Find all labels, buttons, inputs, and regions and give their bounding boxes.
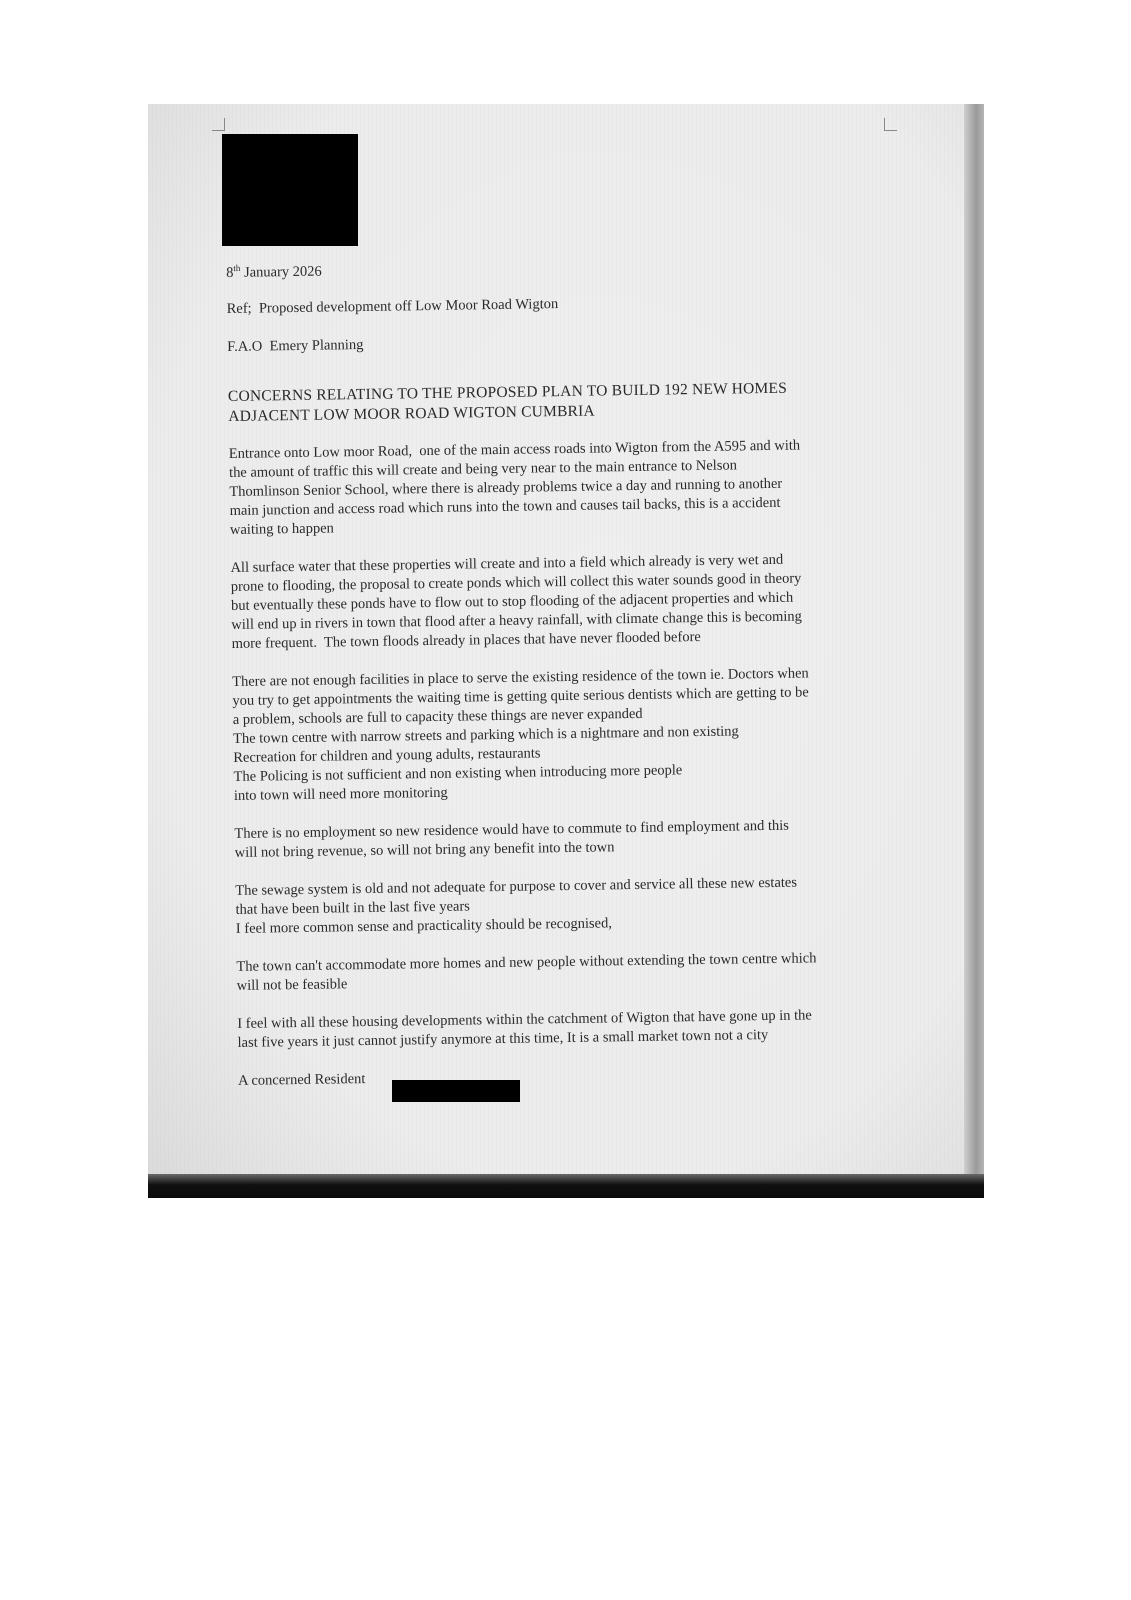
paragraph-line: Entrance onto Low moor Road, one of the main access roads into Wigton from the A595 and with: [228, 437, 801, 462]
paragraph-line: All surface water that these properties will create and into a field which already is very wet and: [230, 551, 784, 576]
paragraph-traffic: [229, 435, 910, 540]
paragraph-line: the amount of traffic this will create and being very near to the main entrance to Nelson: [228, 457, 738, 481]
paragraph-line: There are not enough facilities in place to serve the existing residence of the town ie. Doctors when: [232, 665, 809, 690]
redacted-signature: [392, 1080, 520, 1102]
heading-line: CONCERNS RELATING TO THE PROPOSED PLAN TO BUILD 192 NEW HOMES: [227, 379, 788, 405]
letter-fao: F.A.O Emery Planning: [227, 336, 364, 355]
paragraph-line: The Policing is not sufficient and non existing when introducing more people: [233, 762, 683, 785]
paragraph-line: prone to flooding, the proposal to create ponds which will collect this water sounds good in theory: [230, 570, 802, 595]
letter-signoff: A concerned Resident: [238, 1071, 366, 1089]
paragraph-line: will not bring revenue, so will not bring any benefit into the town: [234, 839, 615, 861]
paragraph-line: I feel more common sense and practicality should be recognised,: [235, 915, 613, 937]
sheet-edge-shadow: [964, 104, 984, 1196]
paragraph-line: more frequent. The town floods already in places that have never flooded before: [231, 628, 701, 652]
letter-heading: [228, 377, 909, 427]
paragraph-line: The town can't accommodate more homes and new people without extending the town centre which: [236, 950, 817, 975]
heading-line: ADJACENT LOW MOOR ROAD WIGTON CUMBRIA: [228, 402, 595, 425]
paragraph-line: Thomlinson Senior School, where there is already problems twice a day and running to another: [229, 475, 783, 500]
redacted-address-block: [222, 134, 358, 246]
paragraph-line: The sewage system is old and not adequate for purpose to cover and service all these new estates: [235, 874, 798, 899]
paragraph-line: There is no employment so new residence would have to commute to find employment and this: [234, 817, 790, 842]
paragraph-line: will not be feasible: [236, 976, 348, 994]
letter-body: [226, 254, 918, 1091]
paragraph-sewage: [235, 872, 916, 939]
paragraph-line: The town centre with narrow streets and parking which is a nightmare and non existing: [232, 723, 739, 747]
paragraph-line: a problem, schools are full to capacity these things are never expanded: [232, 705, 643, 728]
margin-corner-mark-right: [884, 118, 897, 131]
margin-corner-mark-left: [212, 118, 225, 131]
paragraph-flooding: [230, 549, 911, 654]
scan-bottom-edge: [148, 1174, 984, 1198]
paragraph-conclusion: [237, 1005, 917, 1053]
paragraph-line: but eventually these ponds have to flow out to stop flooding of the adjacent properties and which: [230, 589, 794, 614]
paragraph-employment: [234, 815, 914, 863]
letter-reference: Ref; Proposed development off Low Moor Road Wigton: [226, 296, 559, 317]
paragraph-line: Recreation for children and young adults, restaurants: [233, 745, 541, 766]
paragraph-line: that have been built in the last five years: [235, 898, 471, 918]
paragraph-line: into town will need more monitoring: [233, 784, 448, 804]
paragraph-line: last five years it just cannot justify anymore at this time, It is a small market town not a city: [237, 1027, 769, 1051]
paragraph-line: will end up in rivers in town that flood after a heavy rainfall, with climate change this is becoming: [231, 608, 802, 633]
letter-date: 8th January 2026: [226, 262, 322, 281]
paragraph-facilities: [232, 663, 914, 806]
paragraph-town-centre: [236, 948, 916, 996]
paragraph-line: I feel with all these housing developments within the catchment of Wigton that have gone up in the: [237, 1007, 812, 1032]
paragraph-line: you try to get appointments the waiting time is getting quite serious dentists which are getting to be: [232, 684, 809, 709]
paragraph-line: main junction and access road which runs into the town and causes tail backs, this is a accident: [229, 494, 781, 519]
paragraph-line: waiting to happen: [229, 520, 334, 538]
